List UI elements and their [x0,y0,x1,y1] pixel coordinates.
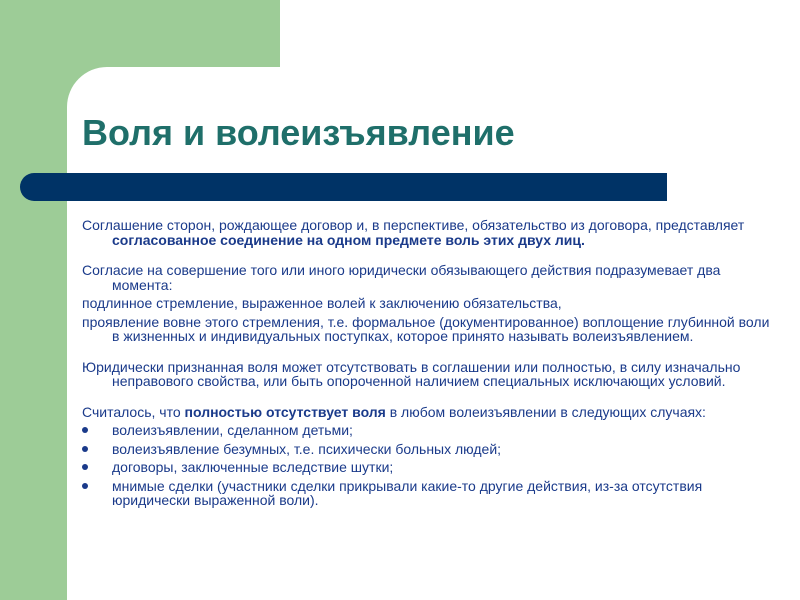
paragraph-genuine-desire: подлинное стремление, выраженное волей к заключению обязательства, [82,295,562,311]
bullet-icon [82,427,88,433]
list-item [82,442,772,457]
list-item [82,423,772,438]
list-item-text: волеизъявление безумных, т.е. психически больных людей; [112,440,502,457]
bullet-icon [82,483,88,489]
title-underline-bar [20,173,667,201]
slide-body [82,218,772,512]
paragraph-cases-intro [82,405,772,420]
list-item [82,460,772,475]
paragraph-manifestation: проявление вовне этого стремления, т.е. формальное (документированное) воплощение глубинной воли в жизненных и индивидуальных поступках, которое принято называть волеизъявлением. [82,313,770,344]
paragraph-text: Считалось, что [82,403,185,420]
list-item-text: мнимые сделки (участники сделки прикрывали какие-то другие действия, из-за отсутствия юридически выраженной воли). [112,477,703,508]
list-item-text: волеизъявлении, сделанном детьми; [112,422,353,438]
paragraph-text: Соглашение сторон, рождающее договор и, в перспективе, обязательство из договора, представляет [82,217,745,233]
bullet-icon [82,464,88,470]
cases-list [82,423,772,508]
slide-title: Воля и волеизъявление [82,112,515,153]
paragraph-legal-will: Юридически признанная воля может отсутствовать в соглашении или полностью, в силу изначально неправового свойства, или быть опороченной наличием специальных исключающих условий. [82,358,741,389]
paragraph-consent: Согласие на совершение того или иного юридически обязывающего действия подразумевает два момента: [82,262,721,293]
paragraph-text: в любом волеизъявлении в следующих случаях: [385,403,706,420]
paragraph-agreement [82,218,772,247]
bullet-icon [82,446,88,452]
bold-phrase: полностью отсутствует воля [184,403,386,420]
list-item-text: договоры, заключенные вследствие шутки; [112,459,394,475]
list-item [82,479,772,508]
bold-phrase: согласованное соединение на одном предмете воль этих двух лиц. [112,231,585,248]
